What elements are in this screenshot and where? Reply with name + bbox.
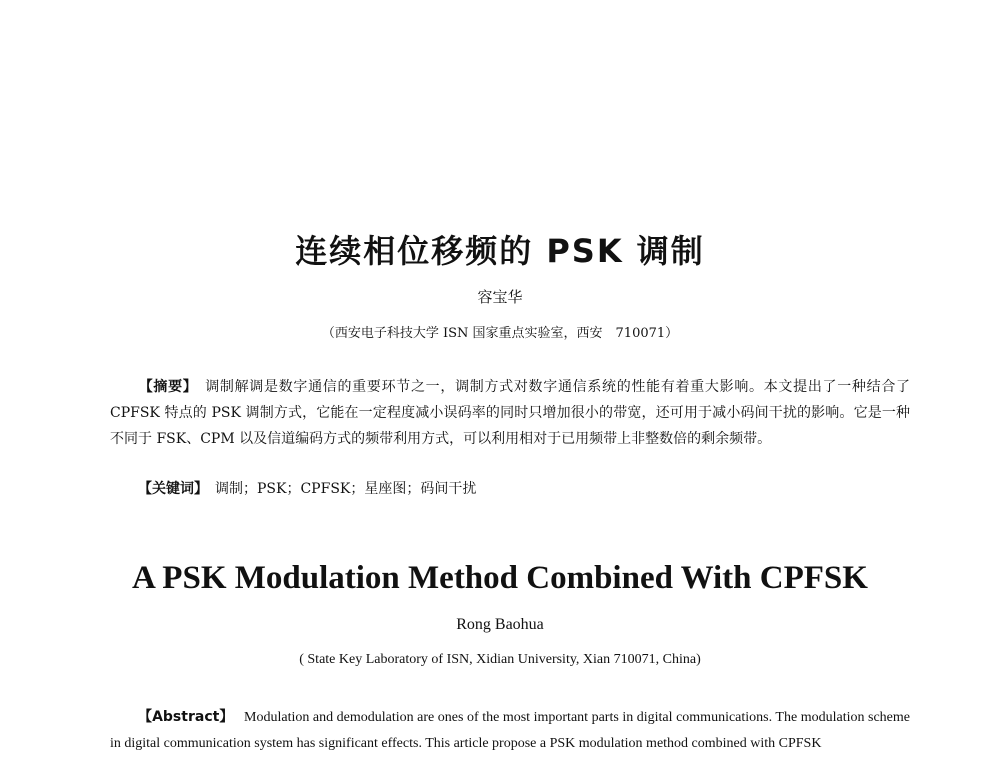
en-abstract bbox=[110, 704, 910, 757]
en-abstract-text: Modulation and demodulation are ones of the most important parts in digital communications. The modulation scheme in digital communication system has significant effects. This article propose a PSK modulation method combined with CPFSK bbox=[110, 710, 911, 751]
en-abstract-label: 【Abstract】 bbox=[138, 709, 234, 725]
cn-keywords-label: 【关键词】 bbox=[138, 481, 201, 497]
cn-abstract-text: 调制解调是数字通信的重要环节之一，调制方式对数字通信系统的性能有着重大影响。本文提出了一种结合了 CPFSK 特点的 PSK 调制方式，它能在一定程度减小误码率的同时只增加很小的带宽，还可用于减小码间干扰的影响。它是一种不同于 FSK、CPM 以及信道编码方式的频带利用方式，可以利用相对于已用频带上非整数倍的剩余频带。 bbox=[110, 379, 911, 447]
en-affiliation: ( State Key Laboratory of ISN, Xidian University, Xian 710071, China) bbox=[299, 652, 701, 667]
cn-abstract-label: 【摘要】 bbox=[138, 379, 191, 395]
cn-keywords bbox=[138, 476, 910, 502]
cn-abstract bbox=[110, 374, 910, 452]
cn-author: 容宝华 bbox=[477, 288, 523, 306]
cn-affiliation: （西安电子科技大学 ISN 国家重点实验室，西安 710071） bbox=[321, 326, 679, 341]
en-author: Rong Baohua bbox=[456, 616, 544, 633]
cn-keywords-text: 调制；PSK；CPFSK；星座图；码间干扰 bbox=[215, 481, 477, 497]
cn-paper-title: 连续相位移频的 PSK 调制 bbox=[295, 232, 705, 270]
en-paper-title: A PSK Modulation Method Combined With CPFSK bbox=[132, 560, 868, 596]
